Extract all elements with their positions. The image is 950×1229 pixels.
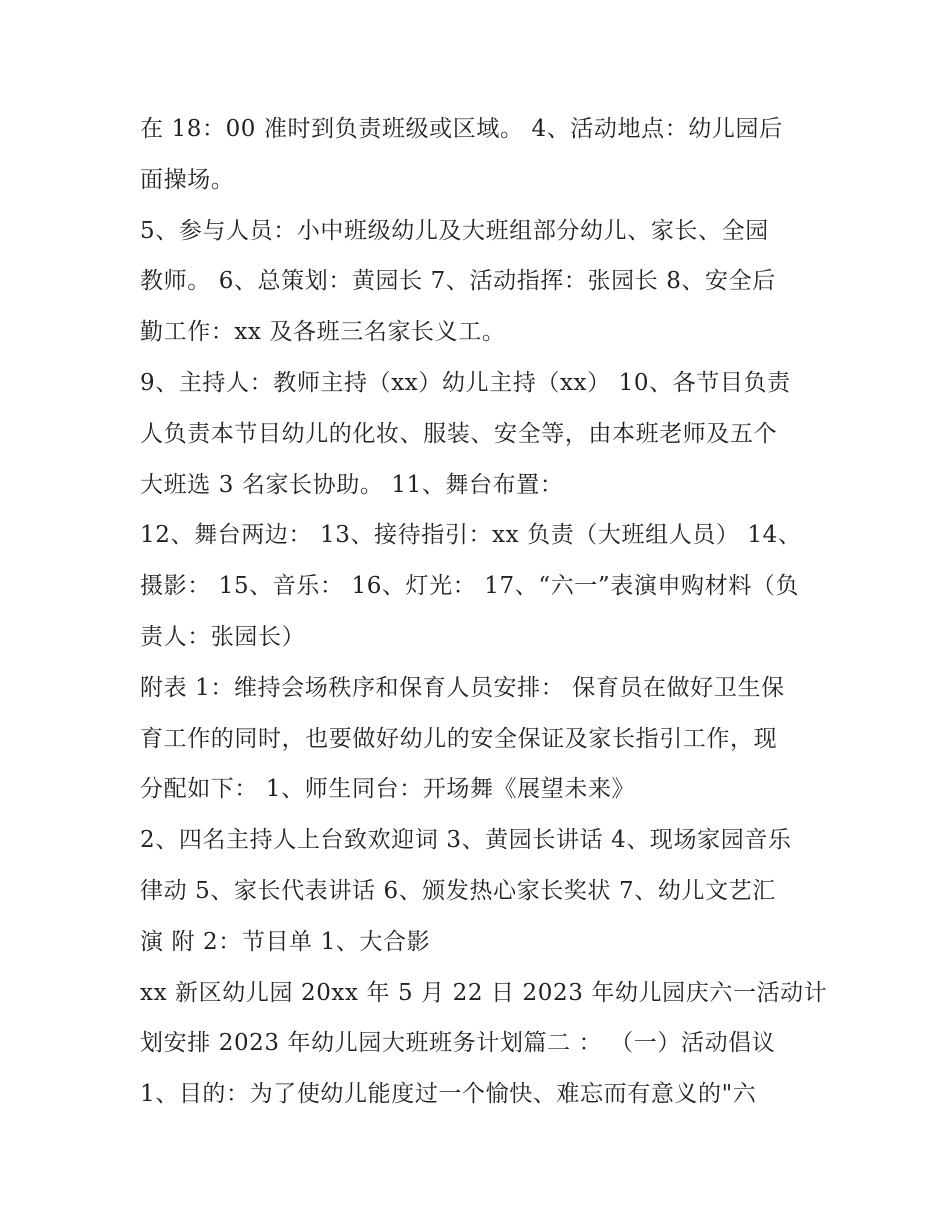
text-line: 面操场。	[140, 166, 235, 193]
text-line: 摄影： 15、音乐： 16、灯光： 17、“六一”表演申购材料（负	[140, 573, 800, 600]
text-line: 演 附 2：节目单 1、大合影	[140, 928, 431, 955]
text-line: 人负责本节目幼儿的化妆、服装、安全等，由本班老师及五个	[140, 420, 778, 447]
text-line: 责人：张园长）	[140, 623, 306, 650]
text-line: 9、主持人：教师主持（xx）幼儿主持（xx） 10、各节目负责	[140, 369, 791, 396]
text-line: 大班选 3 名家长协助。 11、舞台布置：	[140, 471, 564, 498]
text-line: 划安排 2023 年幼儿园大班班务计划篇二 ： （一）活动倡议	[140, 1030, 776, 1057]
text-line: 附表 1：维持会场秩序和保育人员安排： 保育员在做好卫生保	[140, 674, 785, 701]
text-line: 在 18：00 准时到负责班级或区域。 4、活动地点：幼儿园后	[140, 116, 783, 142]
text-line: 分配如下： 1、师生同台：开场舞《展望未来》	[140, 776, 636, 803]
text-line: xx 新区幼儿园 20xx 年 5 月 22 日 2023 年幼儿园庆六一活动计	[140, 979, 828, 1006]
text-line: 5、参与人员：小中班级幼儿及大班组部分幼儿、家长、全园	[140, 217, 769, 244]
text-line: 12、舞台两边： 13、接待指引：xx 负责（大班组人员） 14、	[140, 522, 802, 549]
document-body	[140, 104, 830, 1120]
text-line: 育工作的同时，也要做好幼儿的安全保证及家长指引工作，现	[140, 725, 778, 752]
text-line: 1、目的：为了使幼儿能度过一个愉快、难忘而有意义的"六	[140, 1081, 757, 1108]
text-line: 2、四名主持人上台致欢迎词 3、黄园长讲话 4、现场家园音乐	[140, 827, 792, 854]
text-line: 教师。 6、总策划：黄园长 7、活动指挥：张园长 8、安全后	[140, 268, 776, 295]
text-line: 勤工作：xx 及各班三名家长义工。	[140, 319, 506, 346]
text-line: 律动 5、家长代表讲话 6、颁发热心家长奖状 7、幼儿文艺汇	[140, 877, 776, 904]
